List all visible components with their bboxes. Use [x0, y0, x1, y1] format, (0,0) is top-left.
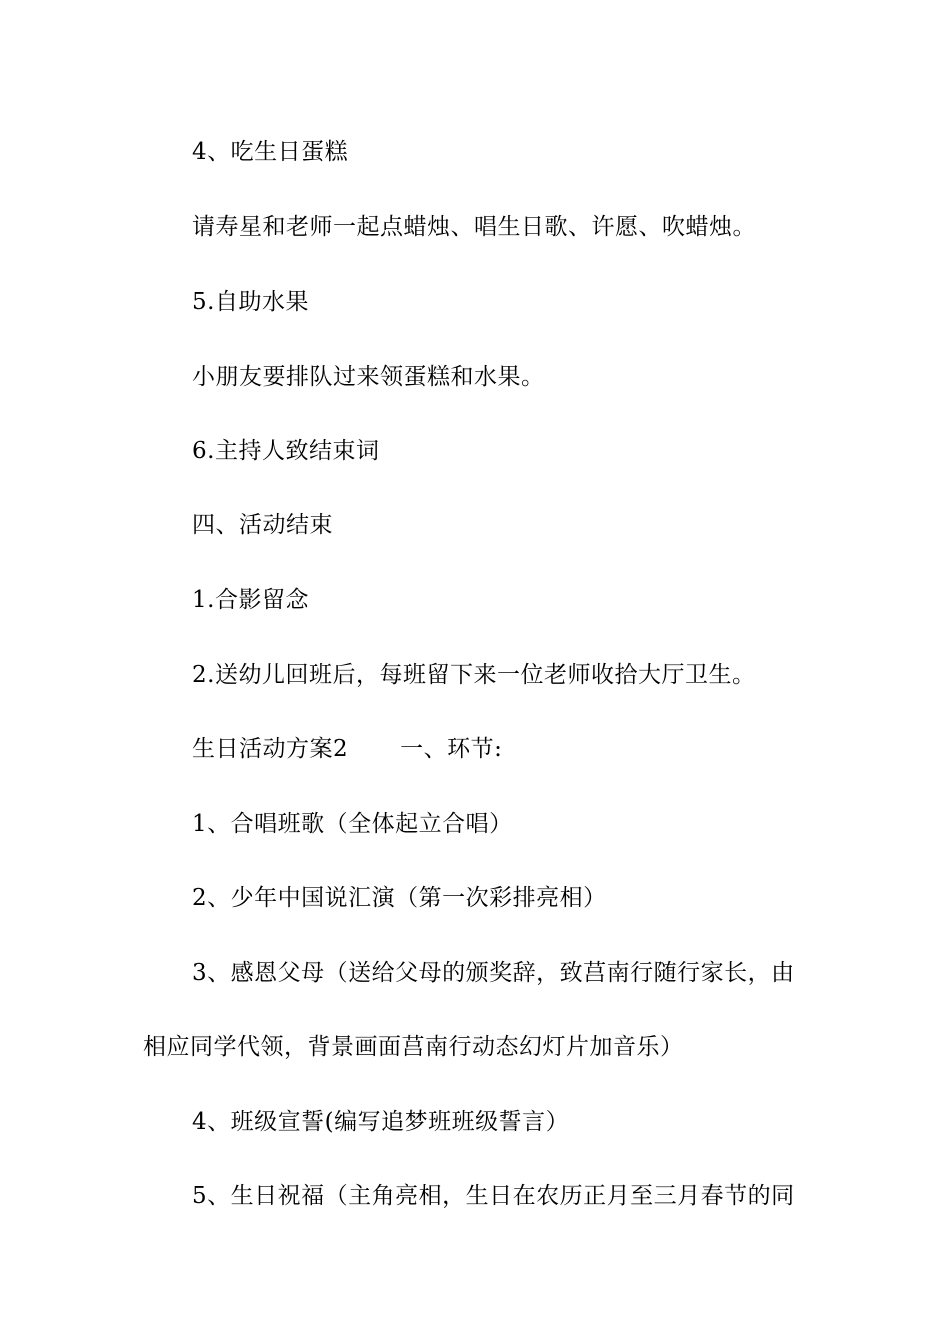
paragraph-line: 1、合唱班歌（全体起立合唱）	[192, 811, 513, 837]
paragraph-line: 4、吃生日蛋糕	[192, 139, 349, 165]
paragraph-line: 请寿星和老师一起点蜡烛、唱生日歌、许愿、吹蜡烛。	[192, 214, 756, 240]
paragraph-line: 小朋友要排队过来领蛋糕和水果。	[192, 364, 545, 390]
paragraph-line: 2、少年中国说汇演（第一次彩排亮相）	[192, 885, 607, 911]
section-heading: 四、活动结束	[192, 512, 333, 538]
paragraph-line: 5、生日祝福（主角亮相，生日在农历正月至三月春节的同	[192, 1183, 795, 1209]
section-heading: 一、环节:	[400, 736, 503, 762]
paragraph-line: 5.自助水果	[192, 289, 309, 315]
paragraph-line: 4、班级宣誓(编写追梦班班级誓言）	[192, 1109, 570, 1135]
paragraph-line: 相应同学代领，背景画面莒南行动态幻灯片加音乐）	[143, 1034, 684, 1060]
paragraph-line: 6.主持人致结束词	[192, 438, 380, 464]
plan-title: 生日活动方案2	[192, 736, 349, 762]
paragraph-line: 3、感恩父母（送给父母的颁奖辞，致莒南行随行家长，由	[192, 960, 795, 986]
paragraph-line: 2.送幼儿回班后，每班留下来一位老师收拾大厅卫生。	[192, 662, 756, 688]
paragraph-line: 1.合影留念	[192, 587, 309, 613]
plan-heading-line	[192, 734, 502, 764]
